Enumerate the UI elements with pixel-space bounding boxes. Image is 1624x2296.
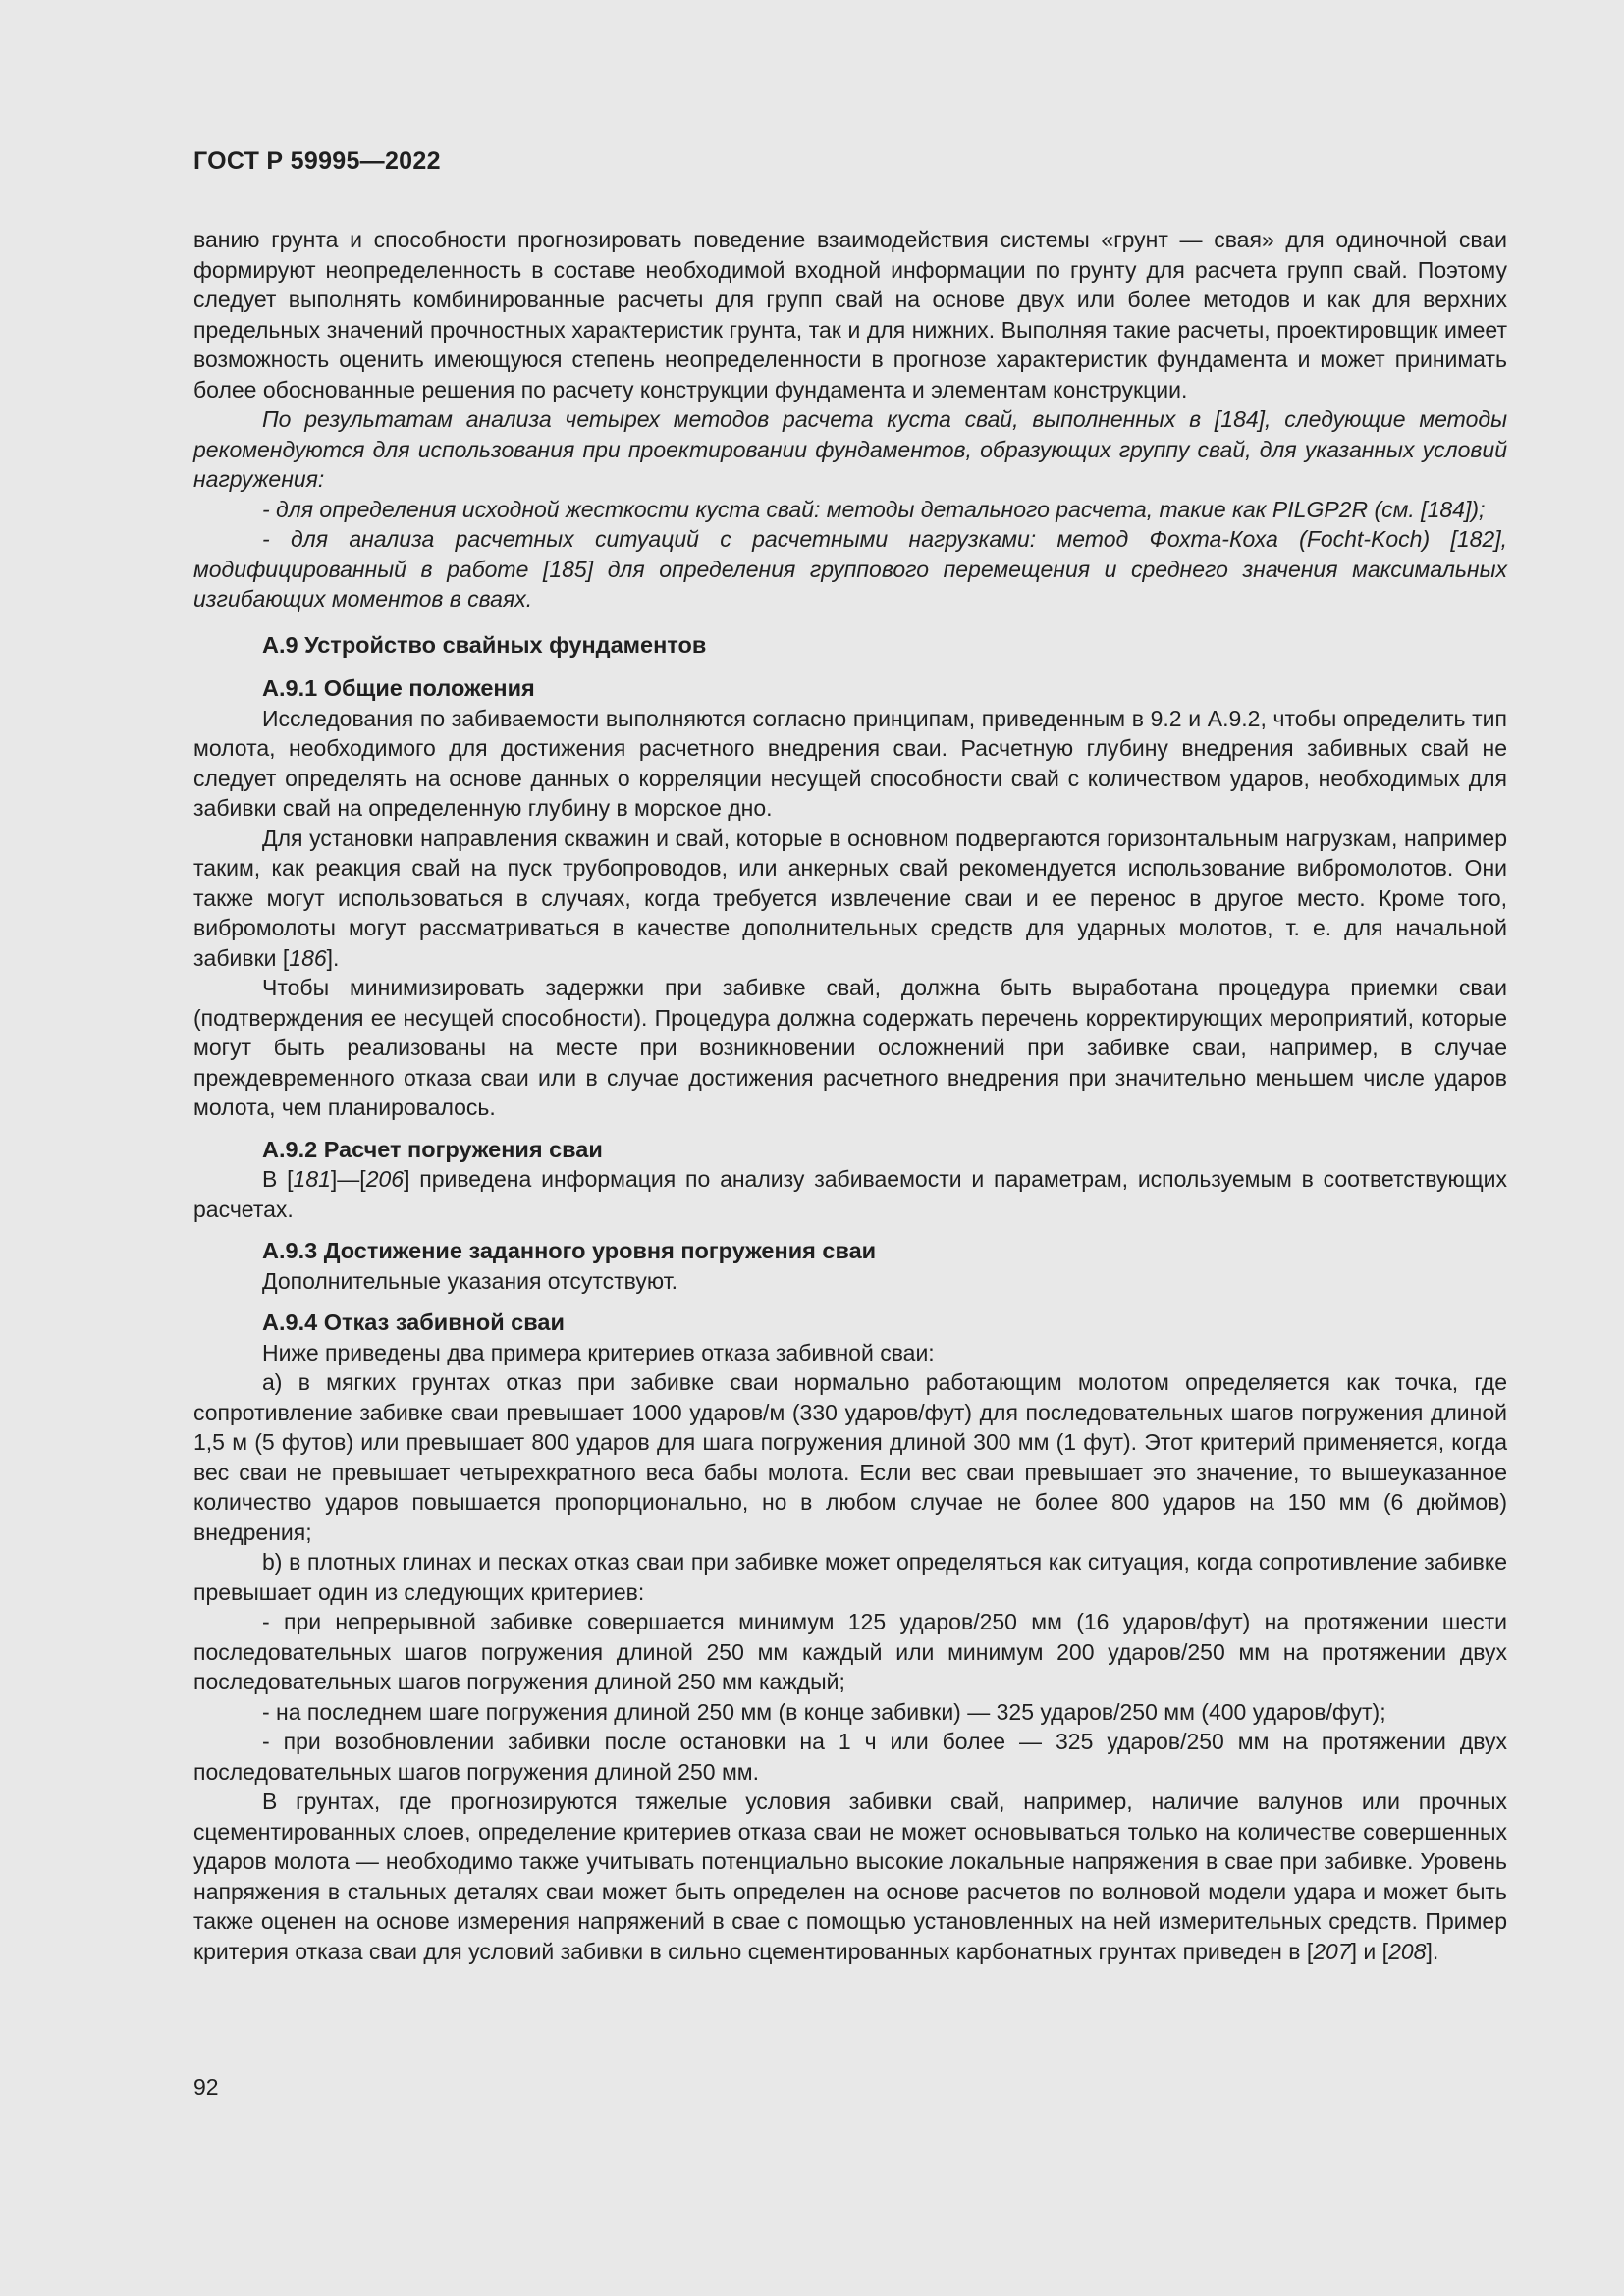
text-run: ]—[ (330, 1166, 366, 1192)
page-number: 92 (193, 2074, 219, 2100)
bullet-item: - при возобновлении забивки после остановки на 1 ч или более — 325 ударов/250 мм на протяжении двух последовательных шагов погружения длиной 250 мм. (193, 1729, 1507, 1785)
text-run: ] и [ (1350, 1938, 1389, 1964)
paragraph (193, 1164, 1507, 1224)
reference: 207 (1313, 1938, 1351, 1964)
bullet-item: - на последнем шаге погружения длиной 250 мм (в конце забивки) — 325 ударов/250 мм (400 ударов/фут); (262, 1698, 1386, 1725)
text-run: ] приведена информация по анализу забиваемости и параметрам, используемым в соответствующих расчетах. (193, 1166, 1507, 1222)
bullet-item: - при непрерывной забивке совершается минимум 125 ударов/250 мм (16 ударов/фут) на протяжении шести последовательных шагов погружения длиной 250 мм каждый или минимум 200 ударов/250 мм на протяжении двух последовательных шагов погружения длиной 250 мм каждый; (193, 1609, 1507, 1694)
paragraph: ванию грунта и способности прогнозировать поведение взаимодействия системы «грунт — свая» для одиночной сваи формируют неопределенность в составе необходимой входной информации по грунту для расчета групп свай. Поэтому следует выполнять комбинированные расчеты для групп свай на основе двух или более методов и как для верхних предельных значений прочностных характеристик грунта, так и для нижних. Выполняя такие расчеты, проектировщик имеет возможность оценить имеющуюся степень неопределенности в прогнозе характеристик фундамента и может принимать более обоснованные решения по расчету конструкции фундамента и элементам конструкции. (193, 227, 1507, 402)
subsection-heading-a94: А.9.4 Отказ забивной сваи (262, 1309, 565, 1335)
list-item-italic: - для определения исходной жесткости куста свай: методы детального расчета, такие как PILGP2R (см. [184]); (262, 496, 1486, 522)
paragraph: Исследования по забиваемости выполняются согласно принципам, приведенным в 9.2 и А.9.2, чтобы определить тип молота, необходимого для достижения расчетного внедрения сваи. Расчетную глубину внедрения забивных свай не следует определять на основе данных о корреляции несущей способности свай с количеством ударов, необходимых для забивки свай на определенную глубину в морское дно. (193, 705, 1507, 821)
text-run: ]. (326, 944, 340, 971)
list-item: a) в мягких грунтах отказ при забивке сваи нормально работающим молотом определяется как точка, где сопротивление забивке сваи превышает 1000 ударов/м (330 ударов/фут) для последовательных шагов погружения длиной 1,5 м (5 футов) или превышает 800 ударов для шага погружения длиной 300 мм (1 фут). Этот критерий применяется, когда вес сваи не превышает четырехкратного веса бабы молота. Если вес сваи превышает это значение, то вышеуказанное количество ударов повышается пропорционально, но в любом случае не более 800 ударов на 150 мм (6 дюймов) внедрения; (193, 1369, 1507, 1545)
reference: 208 (1388, 1938, 1427, 1964)
reference: 206 (365, 1166, 405, 1192)
reference: 186 (289, 944, 327, 971)
text-run: В [ (262, 1166, 294, 1192)
standard-header: ГОСТ Р 59995—2022 (193, 147, 441, 175)
paragraph: Чтобы минимизировать задержки при забивке свай, должна быть выработана процедура приемки сваи (подтверждения ее несущей способности). Процедура должна содержать перечень корректирующих мероприятий, которые могут быть реализованы на месте при возникновении осложнений при забивке сваи, например, в случае преждевременного отказа сваи или в случае достижения расчетного внедрения при значительно меньшем числе ударов молота, чем планировалось. (193, 975, 1507, 1120)
subsection-heading-a92: А.9.2 Расчет погружения сваи (262, 1136, 603, 1162)
section-heading-a9: А.9 Устройство свайных фундаментов (262, 631, 707, 658)
subsection-heading-a91: А.9.1 Общие положения (262, 675, 535, 701)
paragraph: Ниже приведены два примера критериев отказа забивной сваи: (262, 1339, 935, 1365)
text-run: Для установки направления скважин и свай, которые в основном подвергаются горизонтальным нагрузкам, например таким, как реакция свай на пуск трубопроводов, или анкерных свай рекомендуется использование вибромолотов. Они также могут использоваться в случаях, когда требуется извлечение сваи и ее перенос в другое место. Кроме того, вибромолоты могут рассматриваться в качестве дополнительных средств для ударных молотов, т. е. для начальной забивки [ (193, 825, 1507, 971)
list-item: b) в плотных глинах и песках отказ сваи при забивке может определяться как ситуация, когда сопротивление забивке превышает один из следующих критериев: (193, 1549, 1507, 1605)
paragraph-italic: По результатам анализа четырех методов расчета куста свай, выполненных в [184], следующие методы рекомендуются для использования при проектировании фундаментов, образующих группу свай, для указанных условий нагружения: (193, 406, 1507, 492)
paragraph (193, 1787, 1507, 1966)
paragraph (193, 824, 1507, 974)
reference: 181 (293, 1166, 331, 1192)
list-item-italic: - для анализа расчетных ситуаций с расчетными нагрузками: метод Фохта-Коха (Focht-Koch) [182], модифицированный в работе [185] для определения группового перемещения и среднего значения максимальных изгибающих моментов в сваях. (193, 526, 1507, 612)
paragraph: Дополнительные указания отсутствуют. (262, 1267, 677, 1294)
subsection-heading-a93: А.9.3 Достижение заданного уровня погружения сваи (262, 1238, 877, 1263)
page-content (193, 225, 1507, 1966)
text-run: ]. (1426, 1938, 1439, 1964)
text-run: В грунтах, где прогнозируются тяжелые условия забивки свай, например, наличие валунов или прочных сцементированных слоев, определение критериев отказа сваи не может основываться только на количестве совершенных ударов молота — необходимо также учитывать потенциально высокие локальные напряжения в свае при забивке. Уровень напряжения в стальных деталях сваи может быть определен на основе расчетов по волновой модели удара и может быть также оценен на основе измерения напряжений в свае с помощью установленных на ней измерительных средств. Пример критерия отказа сваи для условий забивки в сильно сцементированных карбонатных грунтах приведен в [ (193, 1789, 1507, 1964)
